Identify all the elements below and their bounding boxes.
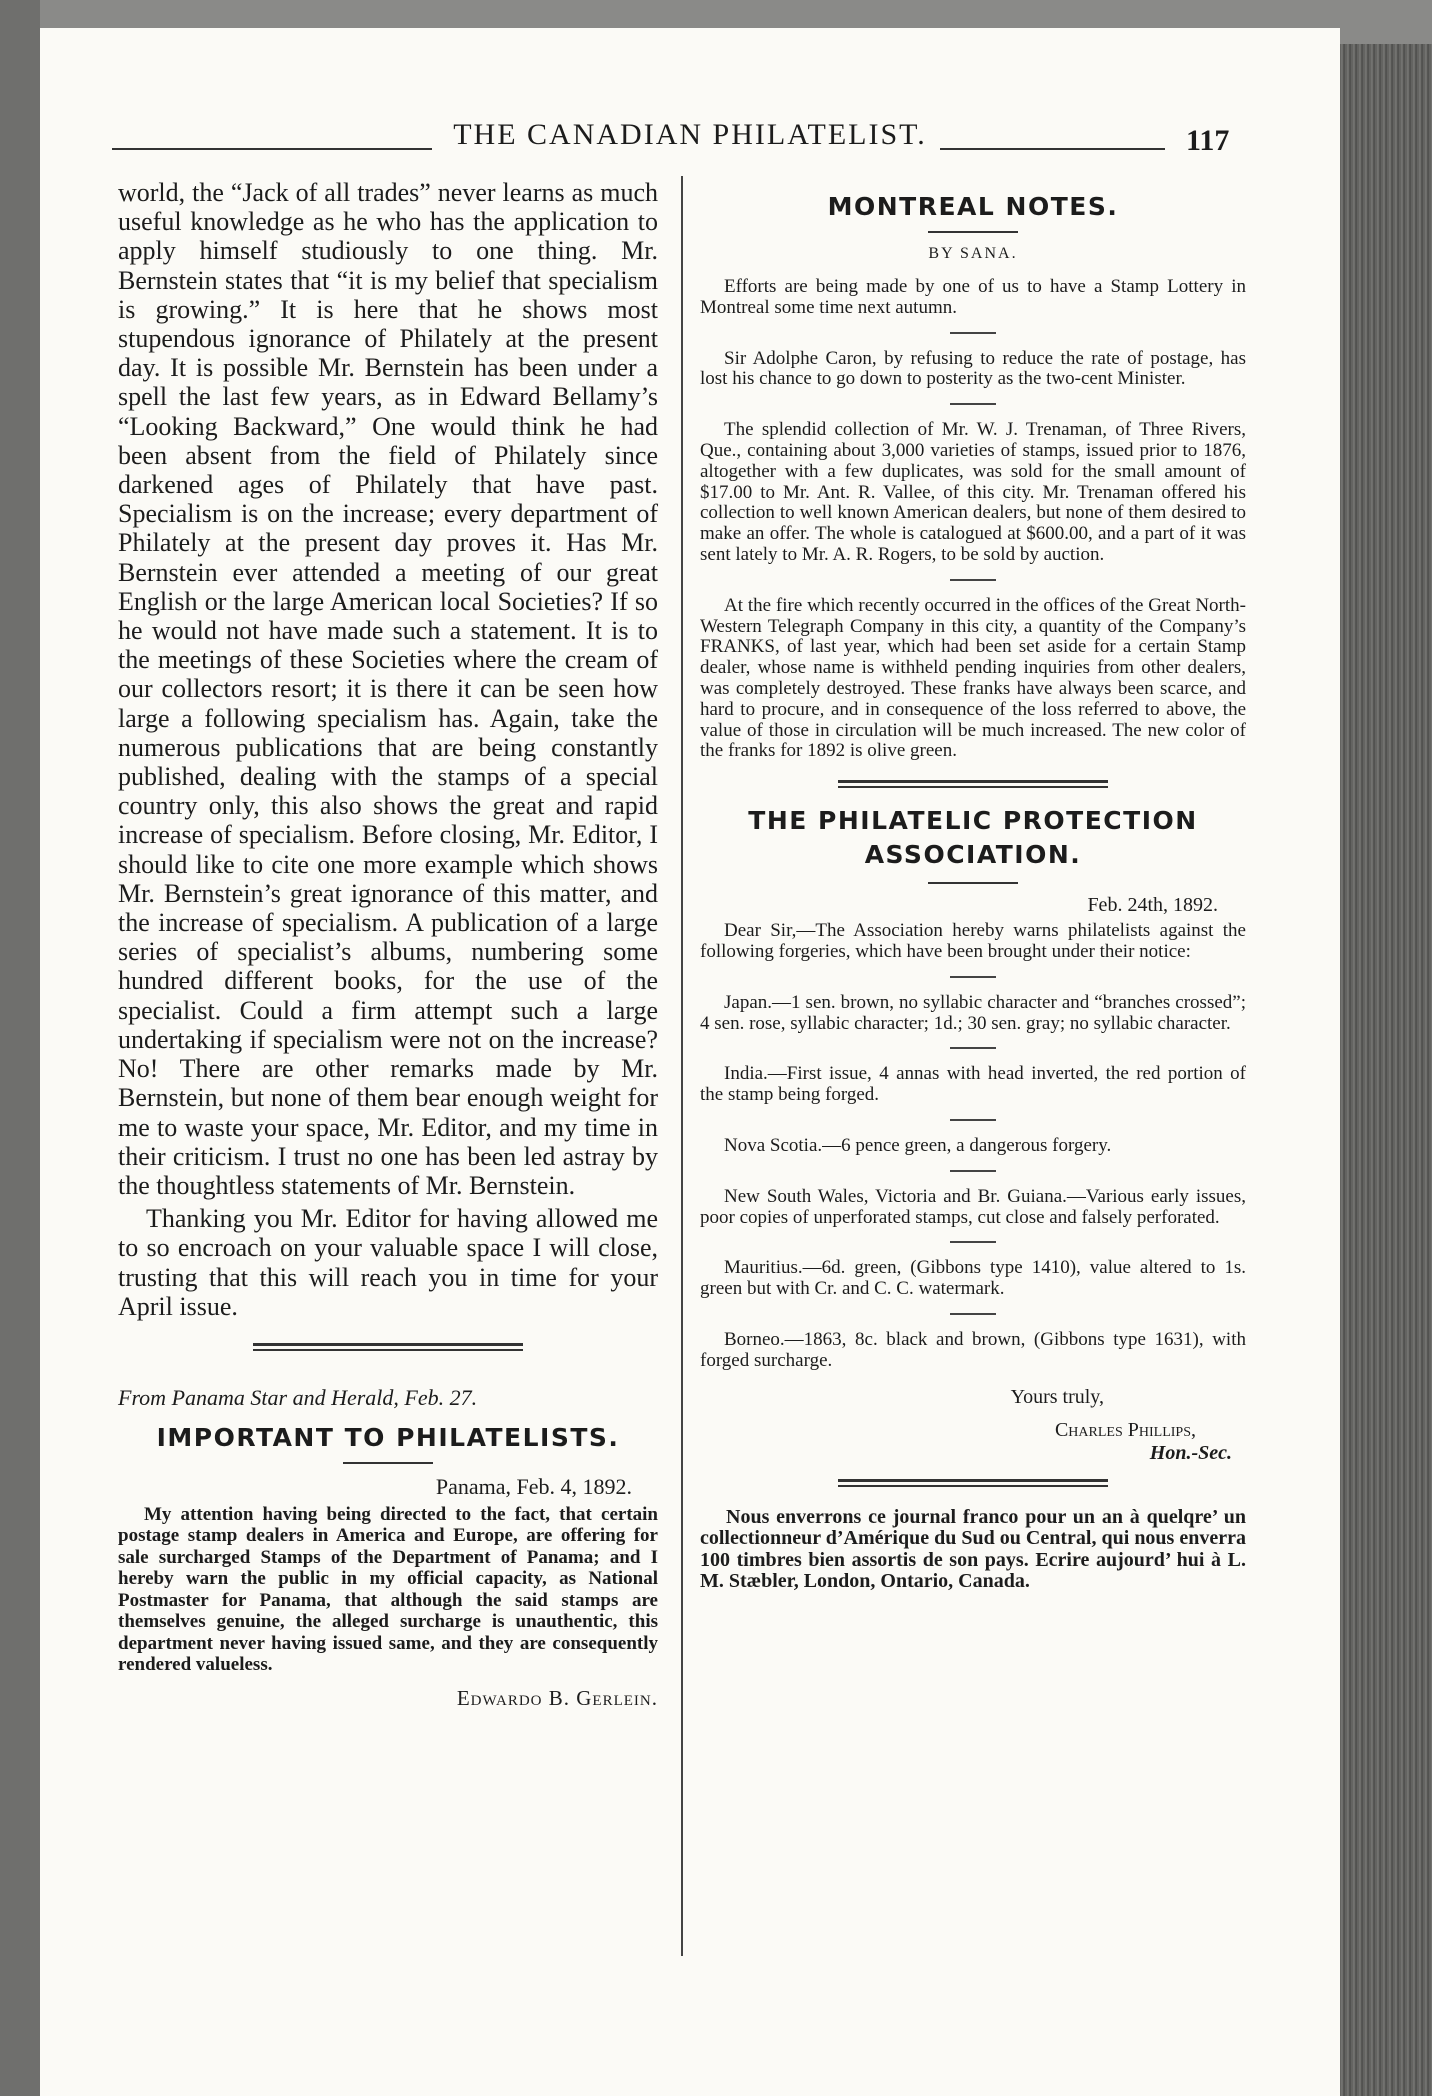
ppa-heading-line-1: THE PHILATELIC PROTECTION [748, 806, 1198, 836]
note-item: Sir Adolphe Caron, by refusing to reduce the rate of postage, has lost his chance to go down to posterity as the two-cent Minister. [700, 347, 1246, 390]
source-line: From Panama Star and Herald, Feb. 27. [118, 1384, 478, 1410]
running-head: THE CANADIAN PHILATELIST. [453, 118, 927, 151]
ppa-items [700, 921, 1246, 1371]
item-separator [700, 1228, 1246, 1258]
ppa-item: Japan.—1 sen. brown, no syllabic character and “branches crossed”; 4 sen. rose, syllabic character; 1d.; 30 sen. gray; no syllabic character. [700, 991, 1246, 1034]
montreal-byline: BY SANA. [928, 245, 1018, 262]
section-rule [838, 780, 1108, 788]
note-separator [700, 566, 1246, 596]
note-separator [700, 390, 1246, 420]
note-item: At the fire which recently occurred in the offices of the Great North-Western Telegraph Company in this city, a quantity of the Company’s FRANKS, of last year, which had been set aside for a certain Stamp dealer, whose name is withheld pending inquiries from other dealers, was completely destroyed. These franks have always been scarce, and hard to procure, and in consequence of the loss referred to above, the value of those in circulation will be much increased. The new color of the franks for 1892 is olive green. [700, 594, 1246, 762]
ppa-item: Borneo.—1863, 8c. black and brown, (Gibbons type 1631), with forged surcharge. [700, 1328, 1246, 1371]
section-rule [838, 1479, 1108, 1487]
scan-margin [0, 0, 40, 2096]
french-paragraph: Nous enverrons ce journal franco pour un an à quelqre’ un collectionneur d’Amérique du Sud ou Central, qui nous enverra 100 timbres bien assortis de son pays. Ecrire aujourd’ hui à L. M. Stæbler, London, Ontario, Canada. [700, 1505, 1246, 1592]
letter-paragraph: Thanking you Mr. Editor for having allowed me to so encroach on your valuable space I will close, trusting that this will reach you in time for your April issue. [118, 1204, 658, 1321]
short-rule [928, 882, 1018, 884]
item-separator [700, 963, 1246, 993]
ppa-item: Mauritius.—6d. green, (Gibbons type 1410), value altered to 1s. green but with Cr. and C. C. watermark. [700, 1257, 1246, 1300]
note-separator [700, 319, 1246, 349]
letter-paragraph: world, the “Jack of all trades” never learns as much useful knowledge as he who has the application to apply himself studiously to one thing. Mr. Bernstein states that “it is my belief that specialism is growing.” It is here that he shows most stupendous ignorance of Philately at the present day. It is possible Mr. Bernstein has been under a spell the last few years, as in Edward Bellamy’s “Looking Backward,” One would think he had been absent from the field of Philately since darkened ages of Philately that have past. Specialism is on the increase; every department of Philately at the present day proves it. Has Mr. Bernstein ever attended a meeting of our great English or the large American local Societies? If so he would not have made such a statement. It is to the meetings of these Societies where the cream of our collectors resort; it is there it can be seen how large a following specialism has. Again, take the numerous publications that are being constantly published, dealing with the stamps of a special country only, this also shows the great and rapid increase of specialism. Before closing, Mr. Editor, I should like to cite one more example which shows Mr. Bernstein’s great ignorance of this matter, and the increase of specialism. A publication of a large series of specialist’s albums, numbering some hundred different books, for the use of the specialist. Could a firm attempt such a large undertaking if specialism were not on the increase? No! There are other remarks made by Mr. Bernstein, but none of them bear enough weight for me to waste your space, Mr. Editor, and my time in their criticism. I trust no one has been led astray by the thoughtless statements of Mr. Bernstein. [118, 178, 658, 1200]
ppa-heading-line-2: ASSOCIATION. [864, 840, 1082, 870]
french-notice [700, 1507, 1246, 1593]
item-separator [700, 1157, 1246, 1187]
ppa-item: Dear Sir,—The Association hereby warns philatelists against the following forgeries, which have been brought under their notice: [700, 920, 1246, 962]
ppa-item: New South Wales, Victoria and Br. Guiana.—Various early issues, poor copies of unperforated stamps, cut close and falsely perforated. [700, 1185, 1246, 1228]
short-rule [928, 231, 1018, 233]
ppa-date: Feb. 24th, 1892. [1087, 894, 1218, 917]
letter-text [118, 178, 658, 1321]
ppa-item: Nova Scotia.—6 pence green, a dangerous forgery. [724, 1134, 1112, 1156]
book-page-edges [1340, 44, 1432, 2096]
column-divider [681, 176, 683, 1956]
ppa-closing: Yours truly, [1010, 1385, 1104, 1408]
item-separator [700, 1034, 1246, 1064]
important-heading: IMPORTANT TO PHILATELISTS. [156, 1422, 620, 1452]
short-rule [343, 1462, 433, 1464]
important-paragraph: My attention having being directed to the fact, that certain postage stamp dealers in America and Europe, are offering for sale surcharged Stamps of the Department of Panama; and I hereby warn the public in my official capacity, as National Postmaster for Panama, that although the said stamps are themselves genuine, the alleged surcharge is unauthentic, this department never having issued same, and they are consequently rendered valueless. [118, 1503, 658, 1676]
page-number: 117 [1186, 124, 1230, 157]
montreal-heading: MONTREAL NOTES. [827, 192, 1119, 221]
note-item: The splendid collection of Mr. W. J. Trenaman, of Three Rivers, Que., containing about 3,000 varieties of stamps, issued prior to 1876, altogether with a few duplicates, was sold for the small amount of $17.00 to Mr. Ant. R. Vallee, of this city. Mr. Trenaman offered his collection to well known American dealers, but none of them desired to make an offer. The whole is catalogued at $600.00, and a part of it was sent lately to Mr. A. R. Rogers, to be sold by auction. [700, 419, 1246, 565]
important-body [118, 1504, 658, 1676]
montreal-notes [700, 277, 1246, 762]
important-date: Panama, Feb. 4, 1892. [435, 1473, 632, 1499]
important-signature: Edwardo B. Gerlein. [456, 1685, 658, 1710]
header-rule [112, 148, 432, 150]
note-item: Efforts are being made by one of us to have a Stamp Lottery in Montreal some time next autumn. [700, 276, 1246, 318]
left-column [118, 178, 658, 1711]
ppa-item: India.—First issue, 4 annas with head inverted, the red portion of the stamp being forged. [700, 1063, 1246, 1106]
right-column [700, 178, 1246, 1593]
ppa-signature-title: Hon.-Sec. [1149, 1441, 1232, 1464]
item-separator [700, 1300, 1246, 1330]
item-separator [700, 1106, 1246, 1136]
ppa-heading [700, 804, 1246, 872]
ppa-signature-name: Charles Phillips, [1054, 1418, 1196, 1441]
section-rule [253, 1343, 523, 1351]
header-rule [940, 148, 1165, 150]
